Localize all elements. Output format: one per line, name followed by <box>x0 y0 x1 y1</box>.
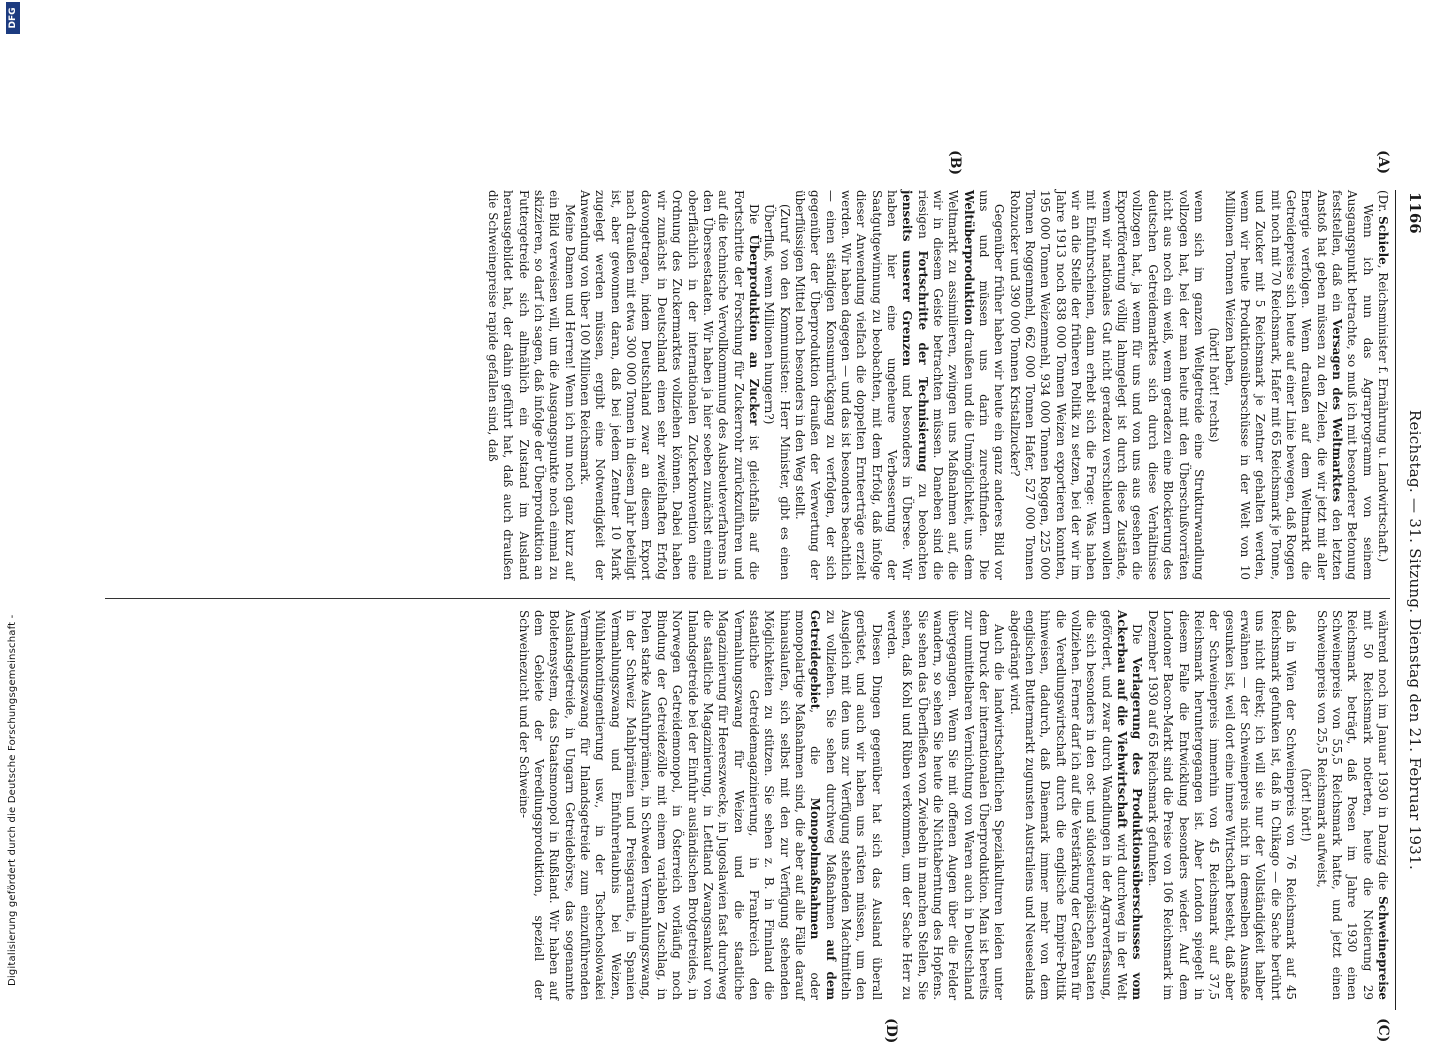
paragraph <box>884 610 1007 1000</box>
text-run: den letzten Anstoß hat geben müssen zu den Zielen, die wir jetzt mit aller Energie verfolgen. Wenn draußen auf dem Weltmarkt die Getreidepreise sich heute auf einer Linie bewegen, daß Roggen mit noch mit 70 Reichsmark, Hafer mit 65 Reichsmark je Tonne, und Zucker mit 5 Reichsmark je Zentner gehalten werden, wenn wir heute Produktionsüberschüsse in der Welt von 10 Millionen Tonnen Weizen haben, <box>1222 190 1344 580</box>
text-run: (hört! hört! rechts) <box>1207 327 1222 443</box>
bold-phrase: Schweinepreise <box>1376 896 1390 1000</box>
paragraph <box>1298 610 1313 1000</box>
text-run: (Dr. <box>1376 190 1390 217</box>
paragraph <box>1006 190 1205 580</box>
text-run: Diesen Dingen gegenüber hat sich das Ausland überall gerüstet, und auch wir haben uns rüsten müssen, um den Ausgleich mit den uns zur Verfügung stehenden Machtmitteln zu vollziehen. Sie sehen durchweg Maßnahmen <box>823 610 884 1000</box>
bold-phrase: Monopolmaßnahmen <box>808 797 823 940</box>
text-run: oder monopolartige Maßnahmen sind, die aber auf alle Fälle darauf hinauslaufen, sich selbst mit den zur Verfügung stehenden Möglichkeiten zu stützen. Sie sehen z. B. in Finnland die staatliche Getreidemagazinierung, in Frankreich den Vermahlungszwang für Weizen und die staatliche Magazinierung für Heereszwecke, in Jugoslawien fast durchweg die staatliche Magazinierung, in Lettland Zwangsankauf von Inlandsgetreide bei der Einfuhr ausländischen Brotgetreides, in Norwegen Getreidemonopol, in Österreich vorläufig noch Bindung der Getreidezölle mit einem variablen Zuschlag, in Polen starke Ausfuhrprämien, in Schweden Vermahlungszwang, in der Schweiz Mahlprämien und Preisgarantie, in Spanien Vermahlungszwang und Einfuhrerlaubnis bei Weizen, Mühlenkontingentierung usw., in der Tschechoslowakei Vermahlungszwang für Inlandsgetreide zum einzuführenden Auslandsgetreide, in Ungarn Getreidebörse, das sogenannte Boletensystem, das Staatsmonopol in Rußland. Wir haben auf dem Gebiete der Veredlungsproduktion, speziell der Schweinezucht und der Schweine- <box>516 610 823 1000</box>
text-run: wenn sich im ganzen Weltgetreide eine Strukturwandlung vollzogen hat, bei der man heute mit den Überschußvorräten nicht aus noch ein weiß, wenn geradezu eine Blockierung des deutschen Getreidemarktes sich durch diese Verhältnisse vollzogen hat, ja wenn für uns und von uns aus gesehen die Exportförderung völlig lahmgelegt ist durch diese Zustände, wenn wir nationales Gut nicht geradezu verschleudern wollen mit Einfuhrscheinen, dann erhebt sich die Frage: Was haben wir an die Stelle der früheren Politik zu setzen, bei der wir im Jahre 1913 noch 838 000 Tonnen Weizen exportieren konnten, 195 000 Tonnen Weizenmehl, 934 000 Tonnen Roggen, 225 000 Tonnen Roggenmehl, 662 000 Tonnen Hafer, 527 000 Tonnen Rohzucker und 390 000 Tonnen Kristallzucker? <box>1007 190 1206 580</box>
text-run: (Zuruf von den Kommunisten: Herr Minister, gibt es einen Überfluß, wenn Millionen hungern?) <box>762 204 792 580</box>
bold-phrase: Überproduktion an Zucker <box>746 234 761 426</box>
paragraph <box>515 610 883 1000</box>
header-rule <box>1395 190 1396 1010</box>
paragraph <box>485 190 577 580</box>
text-run: während noch im Januar 1930 in Danzig die <box>1376 610 1390 897</box>
page-header <box>1400 190 1430 1010</box>
paragraph <box>1375 190 1390 580</box>
text-run: Wenn ich nun das Agrarprogramm von seinem Ausgangspunkt betrachte, so muß ich mit besonderer Betonung feststellen, daß ein <box>1329 190 1375 580</box>
text-run: (hört! hört!) <box>1299 768 1314 842</box>
page-number: 1166 <box>1406 192 1424 234</box>
bold-phrase: Weltüberproduktion <box>961 190 976 326</box>
paragraph <box>1206 190 1221 580</box>
dfg-logo: DFG <box>6 2 20 34</box>
paragraph <box>1145 610 1298 1000</box>
text-run: wird durchweg in der Welt gefördert, und zwar durch Wandlungen in der Agrarverfassung, die sich besonders in den ost- und südosteuropäischen Staaten vollziehen. Ferner darf ich auf die Verstärkung der Gefahren für die Veredlungswirtschaft durch die englische Empire-Politik hinweisen, dadurch, daß Dänemark immer mehr von dem englischen Buttermarkt zugunsten Australiens und Neuseelands abgedrängt wird. <box>1007 610 1130 1001</box>
text-run: , die <box>808 709 823 798</box>
text-run: zu beobachten <box>915 471 930 581</box>
text-run: daß in Wien der Schweinepreis von 76 Reichsmark auf 45 Reichsmark gefunken ist, daß in Chikago — die Sache berührt uns nicht direkt; ich will sie nur der Vollständigkeit halber erwähnen — der Schweinepreis nicht in demselben Ausmaße gesunken ist, weil dort eine innere Wirtschaft besteht, daß aber der Schweinepreis immerhin von 45 Reichsmark auf 37,5 Reichsmark heruntergegangen ist. Aber London spiegelt in diesem Falle die Entwicklung besonders wieder. Auf dem Londoner Bacon-Markt sind die Preise von 106 Reichsmark im Dezember 1930 auf 65 Reichsmark gefunken. <box>1145 610 1298 1000</box>
column-divider <box>105 598 1390 599</box>
bold-phrase: Versagen des Weltmarktes <box>1329 318 1344 502</box>
text-run: Die <box>1130 624 1145 658</box>
text-run: Gegenüber früher haben wir heute ein ganz anderes Bild vor uns und müssen uns darin zurechtfinden. Die <box>977 190 1007 580</box>
text-run: und besonders in Übersee. Wir haben hier eine ungeheure Verbesserung der Saatgutgewinnung zu beobachten, mit dem Erfolg, daß infolge dieser Anwendung vielfach die doppelten Ernteerträge erzielt werden. Wir haben dagegen — und das ist besonders beachtlich — einen ständigen Konsumrückgang zu verfolgen, der sich gegenüber der Überproduktion draußen der Verwertung der überflüssigen Mittel noch besonders in den Weg stellt. <box>792 190 915 580</box>
bold-phrase: Fortschritte der Technisierung <box>915 250 930 472</box>
left-column <box>485 190 1390 580</box>
margin-marker-b: (B) <box>947 150 963 176</box>
text-run: draußen und die Unmöglichkeit, uns dem Weltmarkt zu assimilieren, zwingen uns Maßnahmen auf, die wir in diesem Geiste betrachten müssen. Daneben sind die riesigen <box>915 190 976 580</box>
margin-marker-c: (C) <box>1375 1018 1391 1043</box>
text-run: , Reichsminister f. Ernährung u. Landwirtschaft.) <box>1376 264 1390 563</box>
paragraph <box>1006 610 1144 1000</box>
bold-phrase: Schiele <box>1376 216 1390 265</box>
text-run: Auch die landwirtschaftlichen Spezialkulturen leiden unter dem Druck der internationalen Überproduktion. Man ist bereits zur unmittelbaren Vernichtung von Waren auch in Deutschland übergegangen. Wenn Sie mit offenen Augen über die Felder wandern, so sehen Sie heute die Nichtaberntung des Hopfens. Sie sehen das Überfließen von Zwiebeln in manchen Stellen, Sie sehen, daß Kohl und Rüben verkommen, um der Sache Herr zu werden. <box>885 610 1007 1000</box>
text-run: mit 50 Reichsmark notierten, heute die Notierung 29 Reichsmark beträgt, daß Posen im Jahre 1930 einen Schweinepreis von 55,5 Reichsmark hatte, und jetzt einen Schweinepreis von 25,5 Reichsmark aufweist, <box>1314 610 1375 1000</box>
text-run: ist gleichfalls auf die Fortschritte der Forschung für Zuckerrohr zurückzuführen und auf die technische Vervollkommnung des Ausbeuteverfahrens in den Überseestaaten. Wir haben ja hier soeben zunächst einmal oberflächlich in der internationalen Zuckerkonvention eine Ordnung des Zuckermarktes vollziehen können. Dabei haben wir zunächst in Deutschland einen sehr zweifelhaften Erfolg davongetragen, indem Deutschland zwar an diesem Export nach draußen mit etwa 300 000 Tonnen in diesem Jahr beteiligt ist, aber gewonnen daran, daß bei jedem Zentner 10 Mark zugelegt werden müssen, ergibt eine Notwendigkeit der Anwendung von über 100 Millionen Reichsmark. <box>578 190 761 580</box>
bold-phrase: jenseits unserer Grenzen <box>900 190 915 367</box>
digitization-footer <box>0 0 26 996</box>
paragraph <box>761 190 792 580</box>
text-run: Meine Damen und Herren! Wenn ich nun noch ganz kurz auf ein Bild verweisen will, um die Ausgangspunkte noch einmal zu skizzieren, so darf ich sagen, daß infolge der Überproduktion an Futtergetreide sich allmählich ein Zustand im Ausland herausgebildet hat, der dahin geführt hat, daß auch draußen die Schweinepreise rapide gefallen sind, daß <box>486 190 577 580</box>
paragraph <box>1313 610 1390 1000</box>
rotated-page <box>105 150 1430 1043</box>
bold-phrase: auf dem Getreidegebiet <box>808 610 838 1000</box>
paragraph <box>577 190 761 580</box>
text-run: Die <box>746 204 761 235</box>
paragraph <box>1221 190 1374 580</box>
paragraph <box>792 190 1007 580</box>
bold-phrase: Verlagerung des Produktionsüberschusses vom Ackerbau auf die Viehwirtschaft <box>1115 610 1145 1001</box>
footer-text: Digitalisierung gefördert durch die Deutsche Forschungsgemeinschaft - <box>7 614 18 986</box>
margin-marker-a: (A) <box>1375 150 1391 175</box>
right-column <box>515 610 1390 1000</box>
page-title: Reichstag. — 31. Sitzung. Dienstag den 21. Februar 1931. <box>1406 409 1424 871</box>
margin-marker-d: (D) <box>883 1018 899 1043</box>
